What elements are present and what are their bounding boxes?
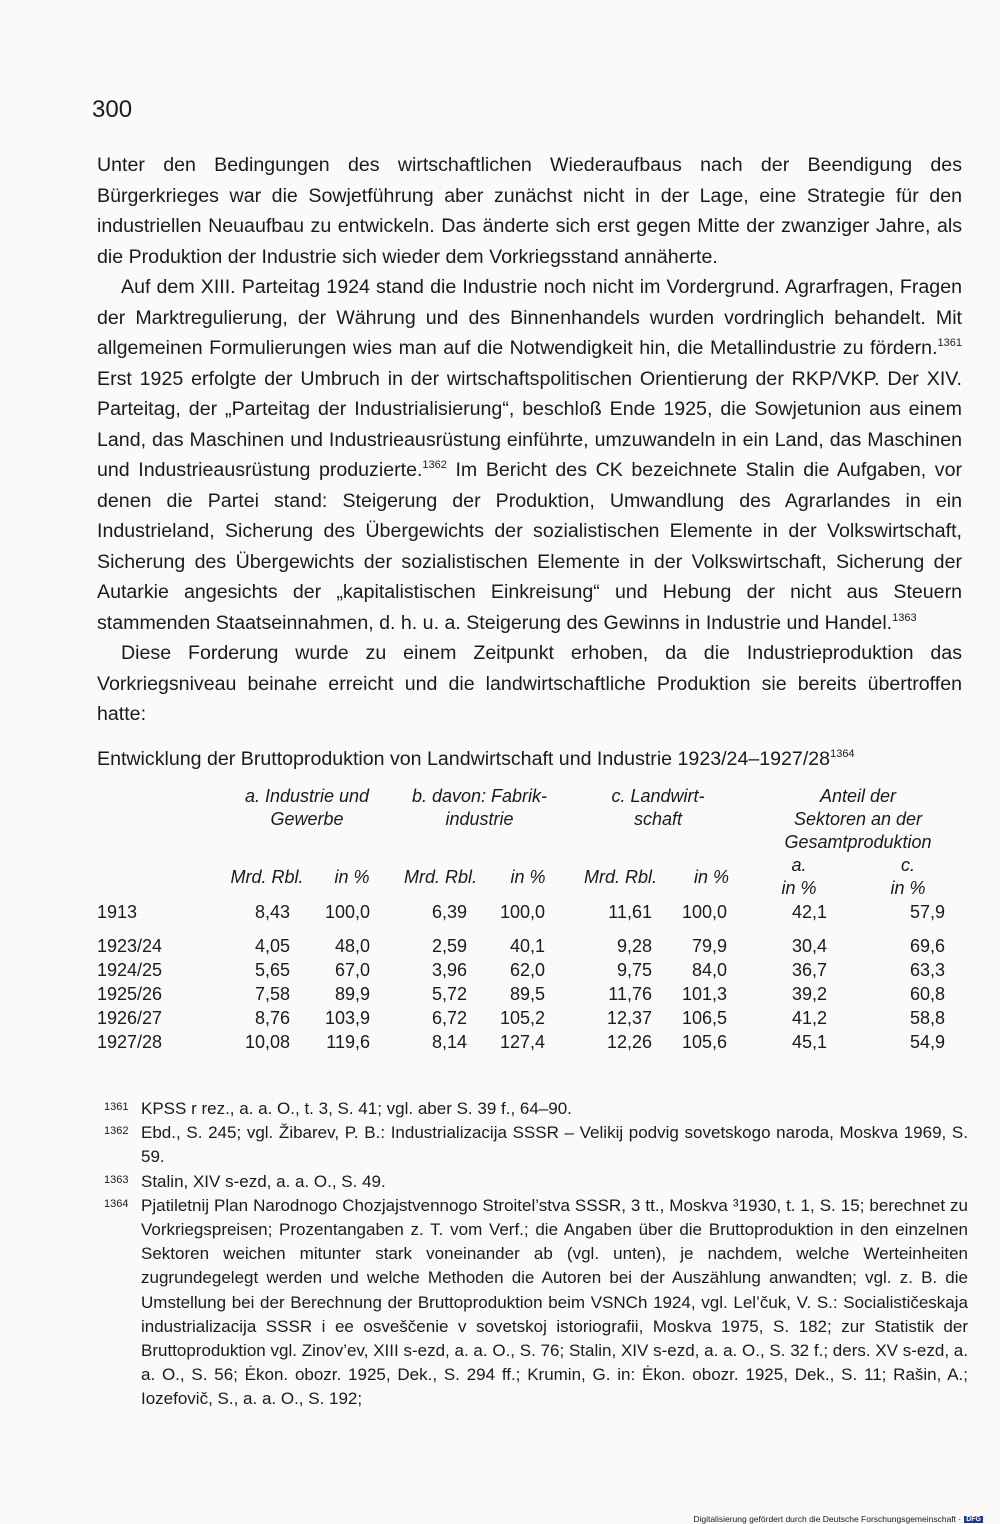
unit-percent: in %: [334, 866, 370, 887]
paragraph-2: [97, 272, 962, 638]
unit-mrd-rbl: Mrd. Rbl.: [583, 866, 657, 887]
footnote-ref-1362[interactable]: 1362: [422, 459, 447, 471]
dfg-credit-text: Digitalisierung gefördert durch die Deutsche Forschungsgemeinschaft ·: [693, 1514, 962, 1524]
header-row-units: [97, 854, 967, 900]
footnote-ref-1364[interactable]: 1364: [830, 748, 855, 760]
footnote-number: 1363: [104, 1173, 129, 1186]
unit-mrd-rbl: Mrd. Rbl.: [230, 866, 304, 887]
footnote: [104, 1194, 968, 1412]
unit-share-a: a. in %: [781, 855, 817, 898]
table-row: 1925/26 7,58 89,9 5,72 89,5 11,76 101,3 39,2 60,8: [97, 984, 945, 1004]
unit-percent: in %: [510, 866, 546, 887]
footnote-ref-1363[interactable]: 1363: [892, 611, 917, 624]
table-row: 1926/27 8,76 103,9 6,72 105,2 12,37 106,5 41,2 58,8: [97, 1008, 945, 1028]
footnote-text: Pjatiletnij Plan Narodnogo Chozjajstvennogo Stroitel’stva SSSR, 3 tt., Moskva ³1930, t. 1, S. 15; berechnet zu Vorkriegspreisen; Prozentangaben z. T. vom Verf.; die Angaben über die Bruttoproduktion in den einzelnen Sektoren weichen mitunter stark voneinander ab (vgl. unten), je nachdem, welche Werteinheiten zugrundegelegt werden und welche Methoden die Autoren bei der Auszählung anwandten; vgl. z. B. die Umstellung bei der Berechnung der Bruttoproduktion beim VSNCh 1924, vgl. Lel’čuk, V. S.: Socialističeskaja industrializacija SSSR i ee osveščenie v sovetskoj istoriografii, Moskva 1975, S. 182; zur Statistik der Bruttoproduktion vgl. Zinov’ev, XIII s-ezd, a. a. O., S. 76; Stalin, XIV s-ezd, a. a. O., S. 32 f.; ders. XV s-ezd, a. a. O., S. 56; Ėkon. obozr. 1925, Dek., S. 294 ff.; Krumin, G. in: Ėkon. obozr. 1925, Dek., S. 11; Rašin, A.; Iozefovič, S., a. a. O., S. 192;: [141, 1195, 968, 1409]
footnotes: [104, 1097, 968, 1412]
footnote-number: 1364: [104, 1197, 129, 1210]
production-table: [97, 785, 967, 1054]
header-agriculture: c. Landwirt- schaft: [611, 786, 705, 829]
footnote-text: KPSS r rez., a. a. O., t. 3, S. 41; vgl. aber S. 39 f., 64–90.: [141, 1099, 572, 1118]
unit-percent: in %: [693, 866, 729, 887]
footnote-number: 1362: [104, 1125, 129, 1138]
table-caption-text: Entwicklung der Bruttoproduktion von Landwirtschaft und Industrie 1923/24–1927/28: [97, 748, 831, 770]
footnote-text: Stalin, XIV s-ezd, a. a. O., S. 49.: [141, 1171, 386, 1191]
table-row: 1913 8,43 100,0 6,39 100,0 11,61 100,0 42,1 57,9: [97, 902, 945, 922]
paragraph-2-part-b: Erst 1925 erfolgte der Umbruch in der wirtschaftspolitischen Orientierung der RKP/VKP. Der XIV. Parteitag, der „Parteitag der Industrialisierung“, beschloß Ende 1925, die Sowjetunion aus einem Land, das Maschinen und Industrieausrüstung einführte, umzuwandeln in ein Land, das Maschinen und Industrieausrüstung produzierte.: [97, 367, 962, 481]
paragraph-3: Diese Forderung wurde zu einem Zeitpunkt erhoben, da die Industrieproduktion das Vorkriegsniveau beinahe erreicht und die landwirtschaftliche Produktion sie bereits übertroffen hatte:: [97, 642, 962, 725]
paragraph-2-part-c: Im Bericht des CK bezeichnete Stalin die Aufgaben, vor denen die Partei stand: Steigerung der Produktion, Umwandlung des Agrarlandes in ein Industrieland, Sicherung des Übergewichts der sozialistischen Elemente in der Volkswirtschaft, Sicherung des Übergewichts der sozialistischen Elemente in der Volkswirtschaft, Sicherung der Autarkie angesichts der „kapitalistischen Einkreisung“ und Hebung der nicht aus Steuern stammenden Staatseinnahmen, d. h. u. a. Steigerung des Gewinns in Industrie und Handel.: [97, 459, 962, 634]
dfg-logo-icon: DFG: [966, 1515, 981, 1523]
footnote-text: Ebd., S. 245; vgl. Žibarev, P. B.: Industrializacija SSSR – Velikij podvig sovetskogo naroda, Moskva 1969, S. 59.: [141, 1123, 968, 1167]
table-row: 1923/24 4,05 48,0 2,59 40,1 9,28 79,9 30,4 69,6: [97, 936, 945, 956]
footnote: [104, 1170, 968, 1194]
unit-share-c: c. in %: [890, 855, 926, 898]
footnote-ref-1361[interactable]: 1361: [937, 337, 962, 349]
header-industry: a. Industrie und Gewerbe: [244, 786, 370, 829]
footnote-number: 1361: [104, 1101, 129, 1113]
page-number: 300: [92, 96, 133, 123]
paragraph-2-part-a: Auf dem XIII. Parteitag 1924 stand die Industrie noch nicht im Vordergrund. Agrarfragen, Fragen der Marktregulierung, der Währung und des Binnenhandels wurden vordringlich behandelt. Mit allgemeinen Formulierungen wies man auf die Notwendigkeit hin, die Metallindustrie zu fördern.: [97, 276, 962, 359]
paragraph-1: Unter den Bedingungen des wirtschaftlichen Wiederaufbaus nach der Beendigung des Bürgerkrieges war die Sowjetführung aber zunächst nicht in der Lage, eine Strategie für den industriellen Neuaufbau zu entwickeln. Das änderte sich erst gegen Mitte der zwanziger Jahre, als die Produktion der Industrie sich wieder dem Vorkriegsstand annäherte.: [97, 154, 962, 268]
table-spacer: [97, 924, 967, 934]
unit-mrd-rbl: Mrd. Rbl.: [403, 866, 477, 887]
header-sector-share: Anteil der Sektoren an der Gesamtproduktion: [784, 786, 932, 852]
table-row: 1927/28 10,08 119,6 8,14 127,4 12,26 105,6 45,1 54,9: [97, 1032, 945, 1052]
table-caption: [97, 748, 967, 771]
footnote: [104, 1097, 968, 1121]
header-factory-industry: b. davon: Fabrik- industrie: [411, 786, 548, 829]
footnote: [104, 1121, 968, 1169]
body-text: [97, 150, 962, 730]
header-row-groups: [97, 785, 967, 854]
table-row: 1924/25 5,65 67,0 3,96 62,0 9,75 84,0 36,7 63,3: [97, 960, 945, 980]
